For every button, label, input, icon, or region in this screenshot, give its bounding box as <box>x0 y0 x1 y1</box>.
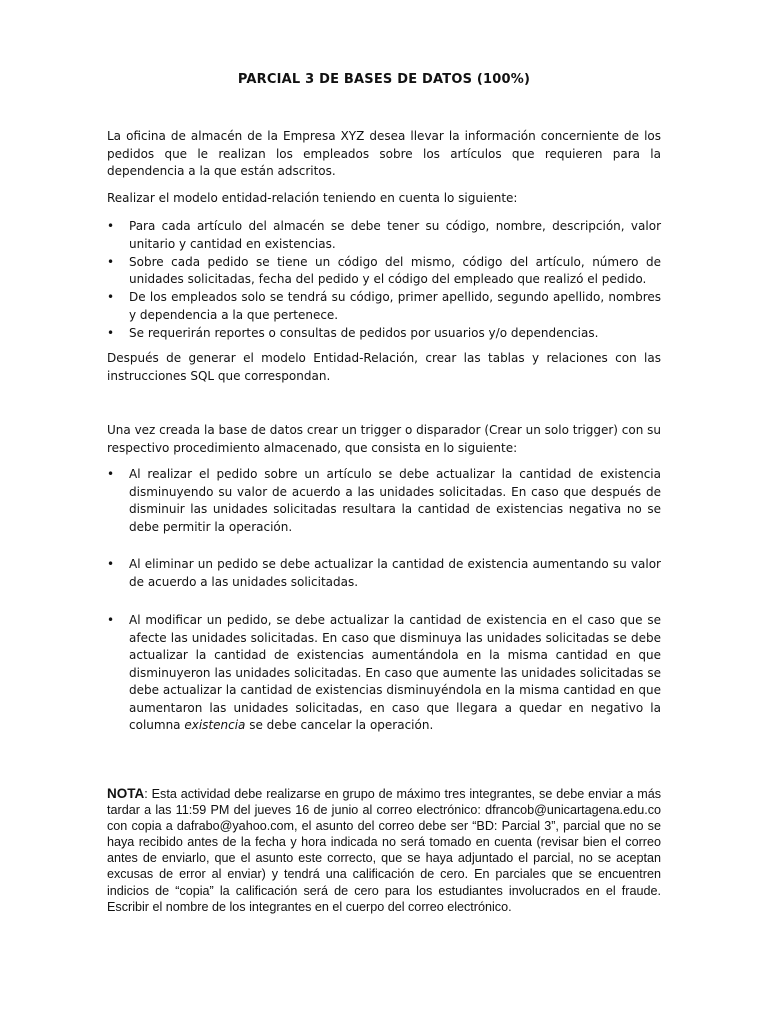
list-item: • Sobre cada pedido se tiene un código del mismo, código del artículo, número de unidades solicitadas, fecha del pedido y el código del empleado que realizó el pedido. <box>107 254 661 289</box>
update-text-after: se debe cancelar la operación. <box>245 718 434 732</box>
nota-paragraph <box>107 786 661 915</box>
list-item: • Para cada artículo del almacén se debe tener su código, nombre, descripción, valor unitario y cantidad en existencias. <box>107 218 661 253</box>
trigger-lead: Una vez creada la base de datos crear un trigger o disparador (Crear un solo trigger) con su respectivo procedimiento almacenado, que consista en lo siguiente: <box>107 423 661 455</box>
update-text-before: Al modificar un pedido, se debe actualizar la cantidad de existencia en el caso que se afecte las unidades solicitadas. En caso que disminuya las unidades solicitadas se debe actualizar la cantidad de existencias aumentándola en la misma cantidad en que disminuyeron las unidades solicitadas. En caso que aumente las unidades solicitadas se debe actualizar la cantidad de existencias disminuyéndola en la misma cantidad en que aumentaron las unidades solicitadas, en caso que llegara a quedar en negativo la columna <box>129 613 661 732</box>
document-title: PARCIAL 3 DE BASES DE DATOS (100%) <box>237 72 531 87</box>
nota-text: : Esta actividad debe realizarse en grupo de máximo tres integrantes, se debe enviar a más tardar a las 11:59 PM del jueves 16 de junio al correo electrónico: dfrancob@unicartagena.edu.co con copia a dafrabo@yahoo.com, el asunto del correo debe ser “BD: Parcial 3”, parcial que no se haya recibido antes de la fecha y hora indicada no será tomado en cuenta (revisar bien el correo antes de enviarlo, que el asunto este correcto, que se haya adjuntado el parcial, no se aceptan excusas de error al enviar) y tendrá una calificación de cero. En parciales que se encuentren indicios de “copia” la calificación será de cero para los estudiantes involucrados en el fraude. Escribir el nombre de los integrantes en el cuerpo del correo electrónico. <box>107 787 661 914</box>
after-er-paragraph: Después de generar el modelo Entidad-Relación, crear las tablas y relaciones con las instrucciones SQL que correspondan. <box>107 351 661 383</box>
intro-paragraph: La oficina de almacén de la Empresa XYZ desea llevar la información concerniente de los pedidos que le realizan los empleados sobre los artículos que requieren para la dependencia a la que están adscritos. <box>107 129 661 178</box>
list-item: • De los empleados solo se tendrá su código, primer apellido, segundo apellido, nombres y dependencia a la que pertenece. <box>107 289 661 324</box>
list-item: • Se requerirán reportes o consultas de pedidos por usuarios y/o dependencias. <box>107 325 661 343</box>
list-item <box>107 612 661 735</box>
list-item: • Al realizar el pedido sobre un artículo se debe actualizar la cantidad de existencia disminuyendo su valor de acuerdo a las unidades solicitadas. En caso que después de disminuir las unidades solicitadas resultara la cantidad de existencias negativa no se debe permitir la operación. <box>107 466 661 536</box>
requirements-lead: Realizar el modelo entidad-relación teniendo en cuenta lo siguiente: <box>107 191 518 205</box>
column-name-emphasis: existencia <box>184 718 246 732</box>
nota-label: NOTA <box>107 786 145 801</box>
list-item: • Al eliminar un pedido se debe actualizar la cantidad de existencia aumentando su valor de acuerdo a las unidades solicitadas. <box>107 556 661 591</box>
trigger-list <box>107 466 661 735</box>
requirements-list <box>107 218 661 343</box>
